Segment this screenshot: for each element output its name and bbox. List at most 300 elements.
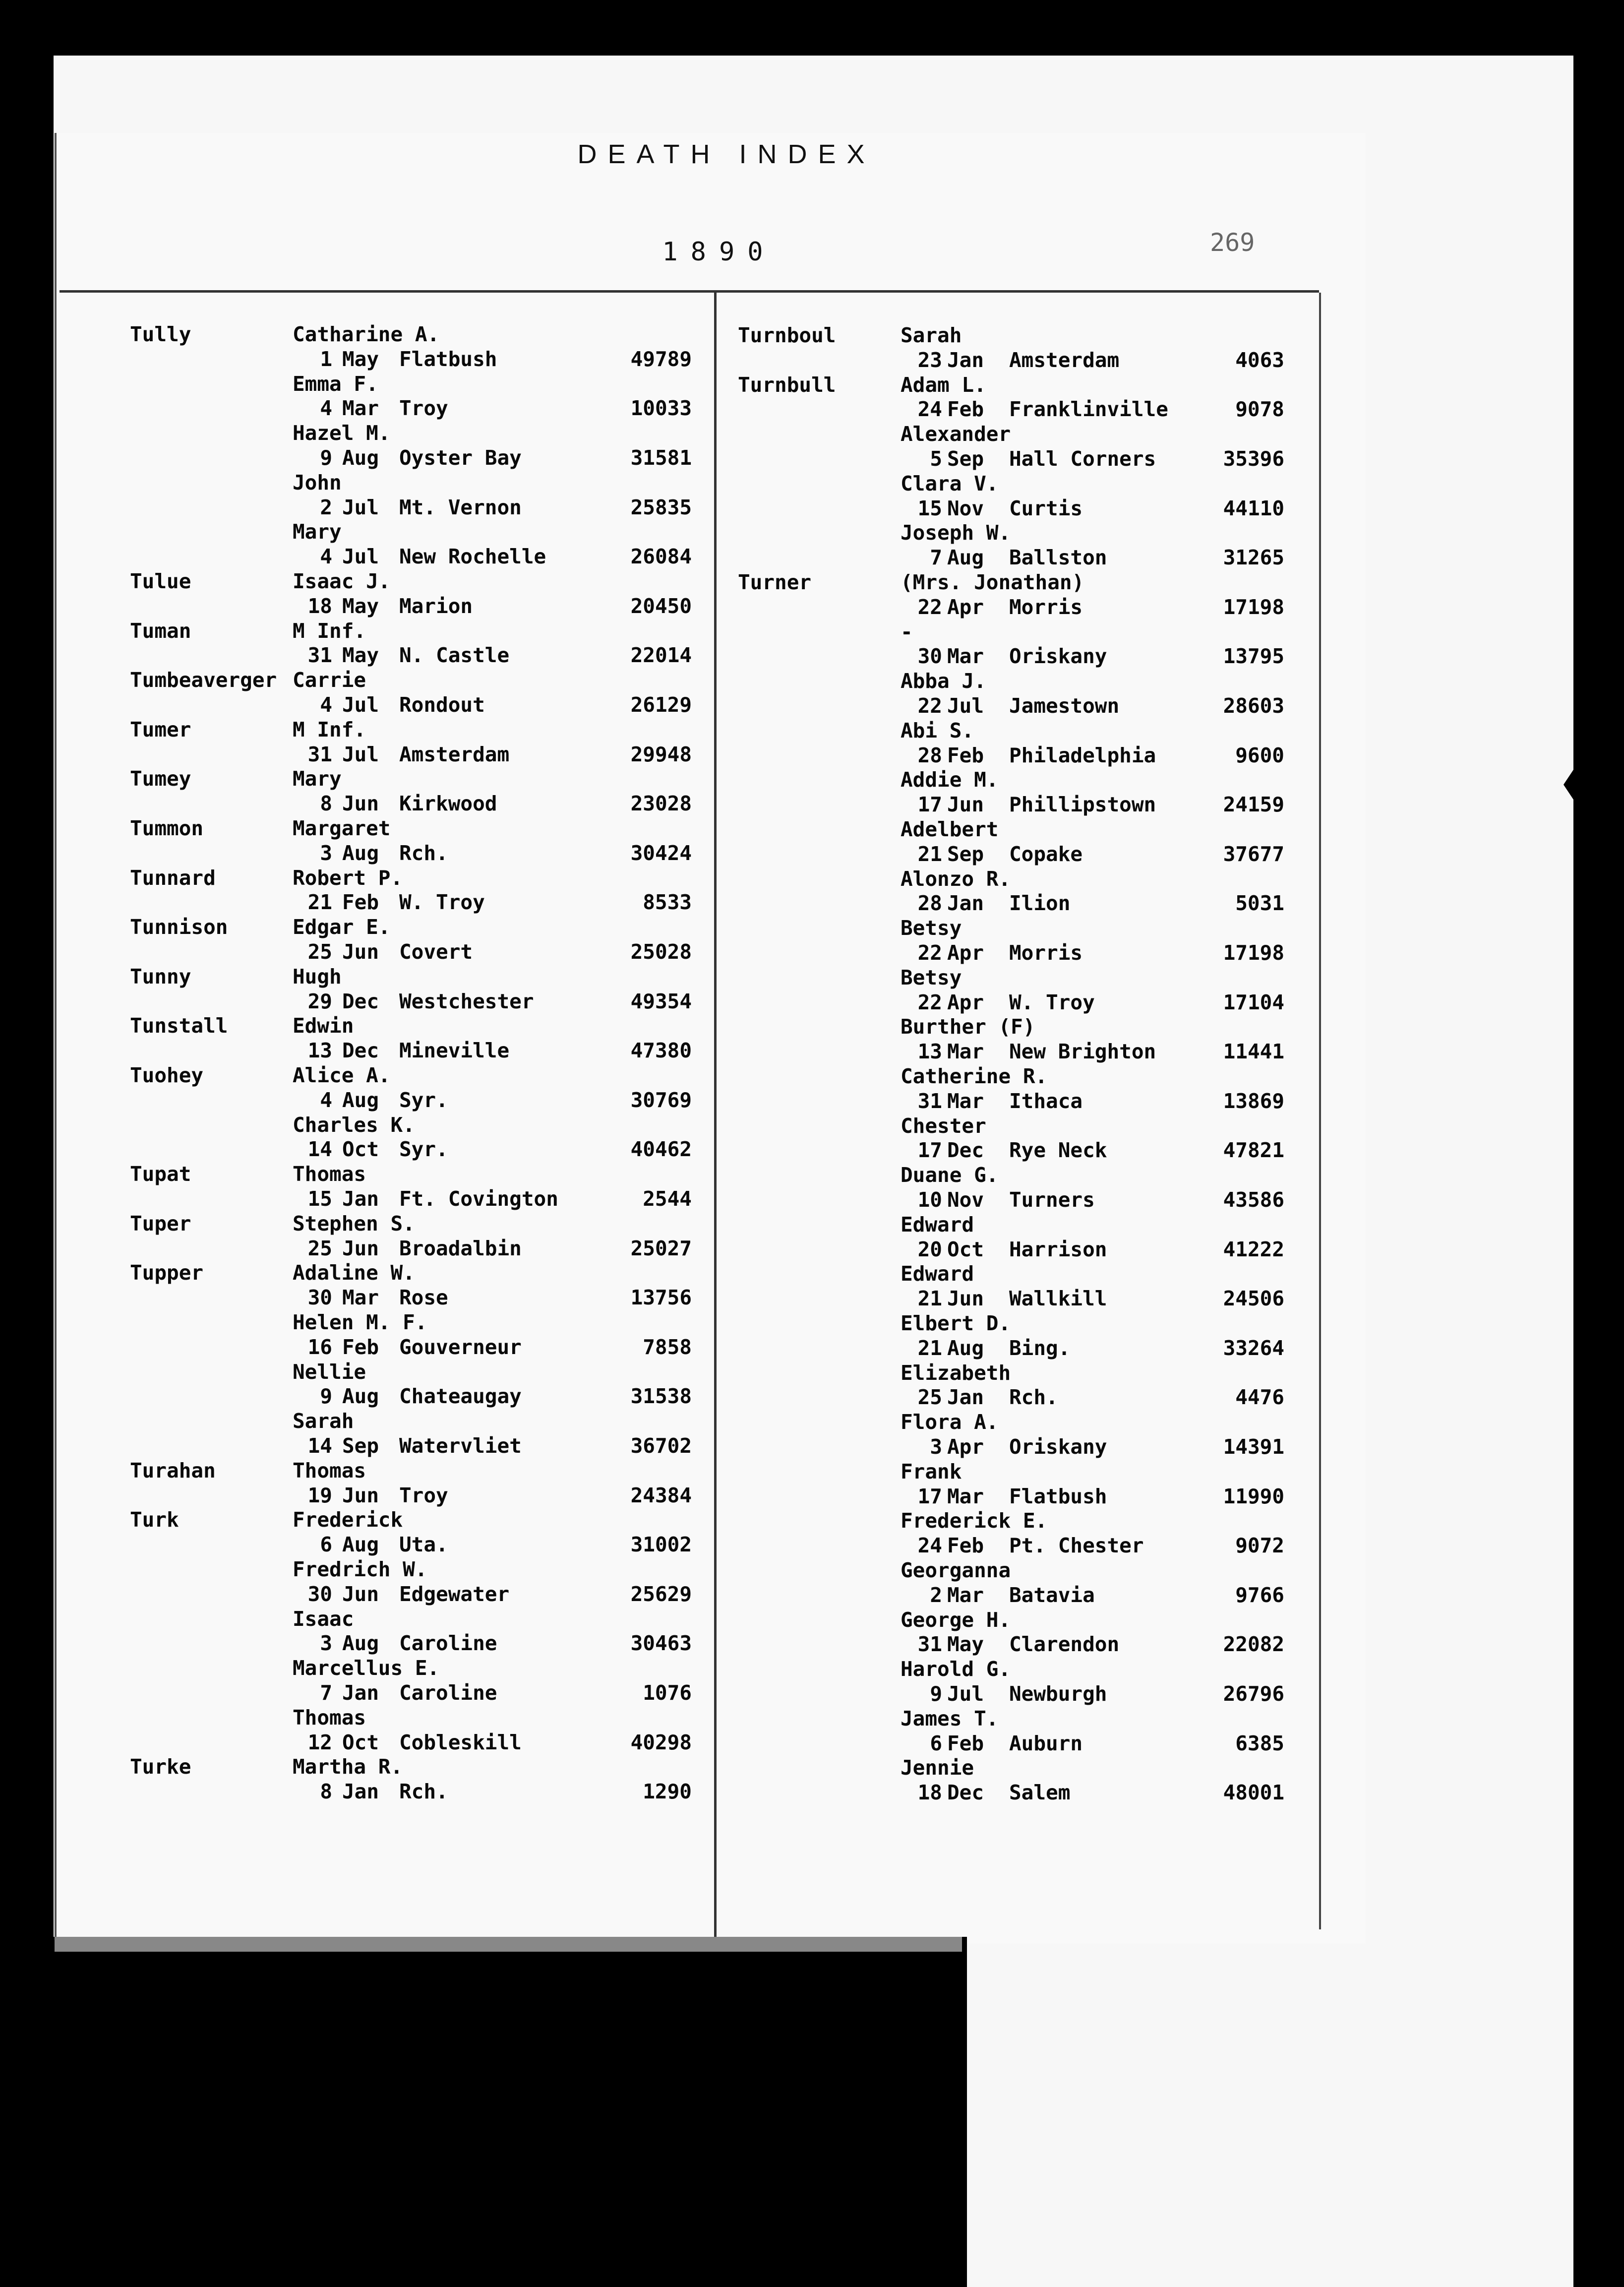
entry-certificate-number: 14391 (1223, 1435, 1284, 1459)
entry-place: Morris (1009, 595, 1083, 619)
entry-day: 12 (307, 1730, 332, 1754)
column-divider (714, 293, 717, 1944)
entry-day: 9 (320, 446, 332, 470)
entry-given-name: Marcellus E. (293, 1656, 440, 1680)
entry-day: 4 (320, 1088, 332, 1112)
entry-place: Ballston (1009, 546, 1107, 570)
entry-month: Aug (342, 1088, 379, 1112)
entry-day: 6 (320, 1533, 332, 1557)
entry-month: Dec (342, 1039, 379, 1063)
right-margin-rule (1319, 293, 1321, 1929)
entry-surname: Tulue (130, 569, 191, 593)
entry-surname: Tunnison (130, 915, 228, 939)
entry-given-name: Frederick (293, 1508, 403, 1532)
entry-month: Jun (342, 1582, 379, 1606)
entry-place: Amsterdam (1009, 348, 1120, 372)
entry-certificate-number: 49354 (630, 989, 692, 1013)
entry-month: Sep (947, 447, 984, 471)
entry-month: Feb (947, 1731, 984, 1755)
entry-month: May (342, 594, 379, 618)
page-title: DEATH INDEX (577, 139, 876, 169)
entry-given-name: Chester (901, 1113, 986, 1138)
entry-certificate-number: 23028 (630, 792, 692, 816)
entry-certificate-number: 5031 (1235, 891, 1284, 916)
entry-month: Mar (342, 396, 379, 421)
entry-month: Oct (342, 1730, 379, 1754)
entry-day: 25 (307, 940, 332, 964)
entry-place: Uta. (399, 1533, 448, 1557)
entry-month: Feb (947, 397, 984, 422)
entry-surname: Turnbull (738, 372, 836, 397)
entry-certificate-number: 44110 (1223, 496, 1284, 520)
entry-certificate-number: 9600 (1235, 743, 1284, 767)
entry-certificate-number: 41222 (1223, 1237, 1284, 1261)
entry-place: Troy (399, 1483, 448, 1507)
index-year: 1890 (662, 237, 776, 267)
entry-month: Mar (947, 644, 984, 669)
entry-day: 14 (307, 1434, 332, 1458)
entry-given-name: Edward (901, 1262, 974, 1286)
entry-surname: Turahan (130, 1458, 216, 1483)
entry-day: 30 (307, 1286, 332, 1310)
entry-place: Ft. Covington (399, 1187, 558, 1211)
entry-certificate-number: 26084 (630, 545, 692, 569)
entry-given-name: Alexander (901, 422, 1011, 446)
entry-place: Mt. Vernon (399, 495, 522, 519)
entry-given-name: Emma F. (293, 371, 378, 396)
entry-place: Oriskany (1009, 644, 1107, 669)
entry-month: Jul (342, 742, 379, 766)
entry-given-name: Robert P. (293, 865, 403, 890)
entry-month: Nov (947, 496, 984, 520)
entry-month: Mar (947, 1484, 984, 1508)
entry-certificate-number: 13869 (1223, 1089, 1284, 1113)
entry-surname: Tupper (130, 1261, 204, 1285)
entry-month: Mar (947, 1583, 984, 1607)
entry-place: Gouverneur (399, 1335, 522, 1359)
entry-place: Turners (1009, 1188, 1095, 1212)
entry-given-name: Joseph W. (901, 521, 1011, 545)
entry-month: Dec (947, 1138, 984, 1163)
entry-month: Jan (342, 1780, 379, 1804)
entry-day: 2 (930, 1583, 942, 1607)
entry-certificate-number: 20450 (630, 594, 692, 618)
entry-surname: Tunstall (130, 1014, 228, 1038)
entry-month: Jan (947, 1385, 984, 1410)
entry-day: 21 (917, 1287, 942, 1311)
entry-given-name: Edwin (293, 1014, 354, 1038)
entry-surname: Tuohey (130, 1063, 204, 1087)
entry-given-name: Flora A. (901, 1410, 999, 1434)
entry-given-name: Jennie (901, 1756, 974, 1780)
entry-surname: Tuper (130, 1211, 191, 1236)
entry-month: Mar (342, 1286, 379, 1310)
entry-place: Franklinville (1009, 397, 1168, 422)
entry-place: Copake (1009, 842, 1083, 866)
entry-month: Dec (947, 1781, 984, 1805)
entry-given-name: Betsy (901, 965, 962, 989)
entry-given-name: Adelbert (901, 817, 999, 841)
entry-certificate-number: 25028 (630, 940, 692, 964)
entry-place: Clarendon (1009, 1632, 1120, 1657)
entry-place: Edgewater (399, 1582, 510, 1606)
entry-given-name: Georganna (901, 1558, 1011, 1582)
entry-day: 31 (307, 643, 332, 668)
entry-place: Chateaugay (399, 1384, 522, 1409)
entry-month: Dec (342, 989, 379, 1013)
entry-day: 22 (917, 941, 942, 965)
entry-place: N. Castle (399, 643, 510, 668)
entry-month: Apr (947, 1435, 984, 1459)
entry-place: Auburn (1009, 1731, 1083, 1755)
entry-place: Flatbush (399, 347, 497, 371)
entry-place: New Rochelle (399, 545, 546, 569)
entry-certificate-number: 9072 (1235, 1534, 1284, 1558)
entry-day: 3 (320, 1631, 332, 1656)
entry-place: Bing. (1009, 1336, 1071, 1360)
entry-given-name: Abba J. (901, 669, 986, 693)
entry-day: 10 (917, 1188, 942, 1212)
entry-surname: Turner (738, 570, 812, 594)
entry-certificate-number: 36702 (630, 1434, 692, 1458)
entry-certificate-number: 30424 (630, 841, 692, 865)
entry-month: Jul (342, 495, 379, 519)
entry-place: Newburgh (1009, 1682, 1107, 1706)
entry-given-name: Addie M. (901, 768, 999, 792)
entry-given-name: - (901, 619, 913, 644)
entry-place: Amsterdam (399, 742, 510, 766)
entry-given-name: Adaline W. (293, 1261, 415, 1285)
entry-given-name: Fredrich W. (293, 1557, 427, 1581)
entry-given-name: Duane G. (901, 1163, 999, 1187)
entry-given-name: Mary (293, 767, 342, 791)
entry-given-name: Edward (901, 1212, 974, 1236)
entry-given-name: Mary (293, 520, 342, 544)
entry-month: Feb (342, 1335, 379, 1359)
entry-given-name: M Inf. (293, 618, 366, 643)
entry-place: Oriskany (1009, 1435, 1107, 1459)
entry-place: Rch. (399, 841, 448, 865)
entry-day: 7 (930, 546, 942, 570)
entry-day: 22 (917, 694, 942, 718)
entry-surname: Turke (130, 1755, 191, 1779)
entry-day: 25 (917, 1385, 942, 1410)
entry-given-name: Edgar E. (293, 915, 391, 939)
entry-place: Salem (1009, 1781, 1071, 1805)
entry-day: 8 (320, 792, 332, 816)
entry-month: May (342, 643, 379, 668)
entry-certificate-number: 24159 (1223, 793, 1284, 817)
entry-day: 13 (917, 1040, 942, 1064)
entry-certificate-number: 47380 (630, 1039, 692, 1063)
entry-place: Ilion (1009, 891, 1071, 916)
entry-given-name: Frederick E. (901, 1509, 1048, 1533)
entry-month: May (342, 347, 379, 371)
entry-certificate-number: 13756 (630, 1286, 692, 1310)
entry-month: Jun (342, 792, 379, 816)
entry-surname: Tully (130, 322, 191, 346)
entry-month: Sep (342, 1434, 379, 1458)
entry-given-name: (Mrs. Jonathan) (901, 570, 1084, 594)
entry-place: Batavia (1009, 1583, 1095, 1607)
entry-certificate-number: 24506 (1223, 1287, 1284, 1311)
entry-certificate-number: 29948 (630, 742, 692, 766)
entry-given-name: Sarah (293, 1409, 354, 1433)
entry-month: Jun (947, 1287, 984, 1311)
page-number: 269 (1210, 228, 1255, 257)
entry-month: Jul (947, 694, 984, 718)
entry-place: Flatbush (1009, 1484, 1107, 1508)
entry-month: Mar (947, 1089, 984, 1113)
entry-place: Rye Neck (1009, 1138, 1107, 1163)
entry-certificate-number: 25027 (630, 1236, 692, 1260)
entry-day: 30 (917, 644, 942, 669)
scan-shadow-edge (55, 1937, 962, 1952)
entry-given-name: Abi S. (901, 718, 974, 742)
entry-month: Nov (947, 1188, 984, 1212)
entry-certificate-number: 30769 (630, 1088, 692, 1112)
entry-certificate-number: 48001 (1223, 1781, 1284, 1805)
entry-place: Mineville (399, 1039, 510, 1063)
entry-place: Syr. (399, 1137, 448, 1162)
entry-certificate-number: 28603 (1223, 694, 1284, 718)
entry-given-name: Hazel M. (293, 421, 391, 445)
entry-day: 6 (930, 1731, 942, 1755)
entry-place: Philadelphia (1009, 743, 1156, 767)
entry-place: W. Troy (1009, 990, 1095, 1014)
entry-place: Rose (399, 1286, 448, 1310)
entry-month: Apr (947, 595, 984, 619)
entry-given-name: James T. (901, 1706, 999, 1731)
entry-certificate-number: 31265 (1223, 546, 1284, 570)
entry-surname: Tunnard (130, 865, 216, 890)
entry-given-name: Elizabeth (901, 1360, 1011, 1385)
entry-certificate-number: 11441 (1223, 1040, 1284, 1064)
entry-certificate-number: 24384 (630, 1483, 692, 1507)
entry-day: 13 (307, 1039, 332, 1063)
entry-month: Jun (342, 1236, 379, 1260)
entry-day: 5 (930, 447, 942, 471)
entry-day: 30 (307, 1582, 332, 1606)
entry-certificate-number: 13795 (1223, 644, 1284, 669)
entry-surname: Tuman (130, 618, 191, 643)
entry-month: Feb (342, 890, 379, 915)
entry-day: 9 (320, 1384, 332, 1409)
entry-certificate-number: 11990 (1223, 1484, 1284, 1508)
entry-day: 7 (320, 1681, 332, 1705)
entry-day: 31 (917, 1089, 942, 1113)
entry-place: Kirkwood (399, 792, 497, 816)
entry-day: 31 (307, 742, 332, 766)
entry-day: 4 (320, 693, 332, 717)
entry-given-name: Thomas (293, 1705, 366, 1730)
entry-place: Westchester (399, 989, 534, 1013)
entry-surname: Turk (130, 1508, 179, 1532)
entry-certificate-number: 7858 (643, 1335, 692, 1359)
entry-place: Ithaca (1009, 1089, 1083, 1113)
entry-certificate-number: 1076 (643, 1681, 692, 1705)
entry-given-name: George H. (901, 1607, 1011, 1632)
entry-surname: Tumbeaverger (130, 668, 277, 692)
entry-month: Aug (342, 1631, 379, 1656)
entry-day: 3 (320, 841, 332, 865)
entry-given-name: John (293, 470, 342, 494)
entry-month: Apr (947, 941, 984, 965)
entry-certificate-number: 35396 (1223, 447, 1284, 471)
entry-surname: Tunny (130, 964, 191, 989)
entry-month: Jul (342, 545, 379, 569)
entry-place: Jamestown (1009, 694, 1120, 718)
entry-certificate-number: 25835 (630, 495, 692, 519)
entry-month: Jun (342, 1483, 379, 1507)
entry-certificate-number: 47821 (1223, 1138, 1284, 1163)
entry-surname: Tumey (130, 767, 191, 791)
entry-day: 21 (917, 1336, 942, 1360)
entry-given-name: Isaac (293, 1607, 354, 1631)
entry-day: 8 (320, 1780, 332, 1804)
entry-day: 17 (917, 1484, 942, 1508)
entry-day: 20 (917, 1237, 942, 1261)
entry-place: Pt. Chester (1009, 1534, 1144, 1558)
entry-place: Syr. (399, 1088, 448, 1112)
entry-month: Jan (947, 891, 984, 916)
entry-day: 28 (917, 743, 942, 767)
entry-place: Cobleskill (399, 1730, 522, 1754)
entry-given-name: Alonzo R. (901, 866, 1011, 891)
entry-place: Morris (1009, 941, 1083, 965)
entry-place: Caroline (399, 1631, 497, 1656)
header-rule (60, 290, 1319, 293)
entry-day: 24 (917, 1534, 942, 1558)
entry-day: 17 (917, 793, 942, 817)
entry-month: Jun (342, 940, 379, 964)
entry-month: Oct (342, 1137, 379, 1162)
entry-month: Aug (342, 446, 379, 470)
entry-place: Caroline (399, 1681, 497, 1705)
entry-day: 3 (930, 1435, 942, 1459)
entry-place: Oyster Bay (399, 446, 522, 470)
entry-place: Covert (399, 940, 473, 964)
entry-day: 14 (307, 1137, 332, 1162)
entry-given-name: Clara V. (901, 471, 999, 495)
entry-place: Rch. (1009, 1385, 1058, 1410)
entry-given-name: Thomas (293, 1458, 366, 1483)
entry-day: 9 (930, 1682, 942, 1706)
entry-month: May (947, 1632, 984, 1657)
entry-given-name: Carrie (293, 668, 366, 692)
entry-month: Mar (947, 1040, 984, 1064)
entry-month: Aug (342, 841, 379, 865)
entry-given-name: Adam L. (901, 372, 986, 397)
entry-certificate-number: 26796 (1223, 1682, 1284, 1706)
entry-day: 22 (917, 595, 942, 619)
entry-place: Harrison (1009, 1237, 1107, 1261)
entry-month: Aug (947, 546, 984, 570)
entry-certificate-number: 9078 (1235, 397, 1284, 422)
page-edge-notch (1564, 740, 1593, 829)
entry-surname: Tupat (130, 1162, 191, 1186)
entry-day: 18 (307, 594, 332, 618)
entry-surname: Tumer (130, 717, 191, 742)
entry-day: 1 (320, 347, 332, 371)
entry-given-name: Martha R. (293, 1755, 403, 1779)
entry-certificate-number: 6385 (1235, 1731, 1284, 1755)
entry-day: 24 (917, 397, 942, 422)
entry-certificate-number: 37677 (1223, 842, 1284, 866)
entry-month: Feb (947, 743, 984, 767)
entry-certificate-number: 40298 (630, 1730, 692, 1754)
entry-month: Jan (342, 1187, 379, 1211)
entry-day: 4 (320, 545, 332, 569)
entry-certificate-number: 17198 (1223, 595, 1284, 619)
entry-certificate-number: 4063 (1235, 348, 1284, 372)
entry-place: Curtis (1009, 496, 1083, 520)
entry-place: Phillipstown (1009, 793, 1156, 817)
entry-day: 23 (917, 348, 942, 372)
entry-certificate-number: 2544 (643, 1187, 692, 1211)
entry-certificate-number: 17104 (1223, 990, 1284, 1014)
entry-certificate-number: 33264 (1223, 1336, 1284, 1360)
entry-day: 21 (307, 890, 332, 915)
entry-month: Aug (342, 1384, 379, 1409)
entry-month: Aug (947, 1336, 984, 1360)
entry-given-name: Isaac J. (293, 569, 391, 593)
entry-given-name: Charles K. (293, 1113, 415, 1137)
entry-given-name: Catharine A. (293, 322, 440, 346)
entry-certificate-number: 26129 (630, 693, 692, 717)
entry-certificate-number: 9766 (1235, 1583, 1284, 1607)
entry-certificate-number: 30463 (630, 1631, 692, 1656)
entry-day: 15 (307, 1187, 332, 1211)
entry-given-name: Betsy (901, 916, 962, 940)
entry-day: 16 (307, 1335, 332, 1359)
entry-surname: Turnboul (738, 323, 836, 347)
entry-surname: Tummon (130, 816, 204, 840)
entry-given-name: Frank (901, 1459, 962, 1483)
entry-place: Rondout (399, 693, 485, 717)
entry-day: 28 (917, 891, 942, 916)
entry-month: Jan (342, 1681, 379, 1705)
entry-place: Wallkill (1009, 1287, 1107, 1311)
entry-given-name: Helen M. F. (293, 1310, 427, 1334)
entry-given-name: Hugh (293, 964, 342, 989)
entry-day: 17 (917, 1138, 942, 1163)
entry-certificate-number: 10033 (630, 396, 692, 421)
entry-place: New Brighton (1009, 1040, 1156, 1064)
scan-shadow (0, 1937, 967, 2287)
entry-place: W. Troy (399, 890, 485, 915)
entry-day: 25 (307, 1236, 332, 1260)
entry-month: Feb (947, 1534, 984, 1558)
entry-given-name: Nellie (293, 1360, 366, 1384)
entry-day: 18 (917, 1781, 942, 1805)
entry-certificate-number: 22082 (1223, 1632, 1284, 1657)
entry-day: 2 (320, 495, 332, 519)
entry-month: Apr (947, 990, 984, 1014)
entry-certificate-number: 1290 (643, 1780, 692, 1804)
entry-month: Jul (947, 1682, 984, 1706)
entry-day: 4 (320, 396, 332, 421)
entry-place: Broadalbin (399, 1236, 522, 1260)
entry-certificate-number: 49789 (630, 347, 692, 371)
entry-certificate-number: 31538 (630, 1384, 692, 1409)
entry-given-name: Elbert D. (901, 1311, 1011, 1335)
entry-day: 29 (307, 989, 332, 1013)
entry-month: Aug (342, 1533, 379, 1557)
entry-given-name: Sarah (901, 323, 962, 347)
entry-given-name: M Inf. (293, 717, 366, 742)
entry-month: Jan (947, 348, 984, 372)
